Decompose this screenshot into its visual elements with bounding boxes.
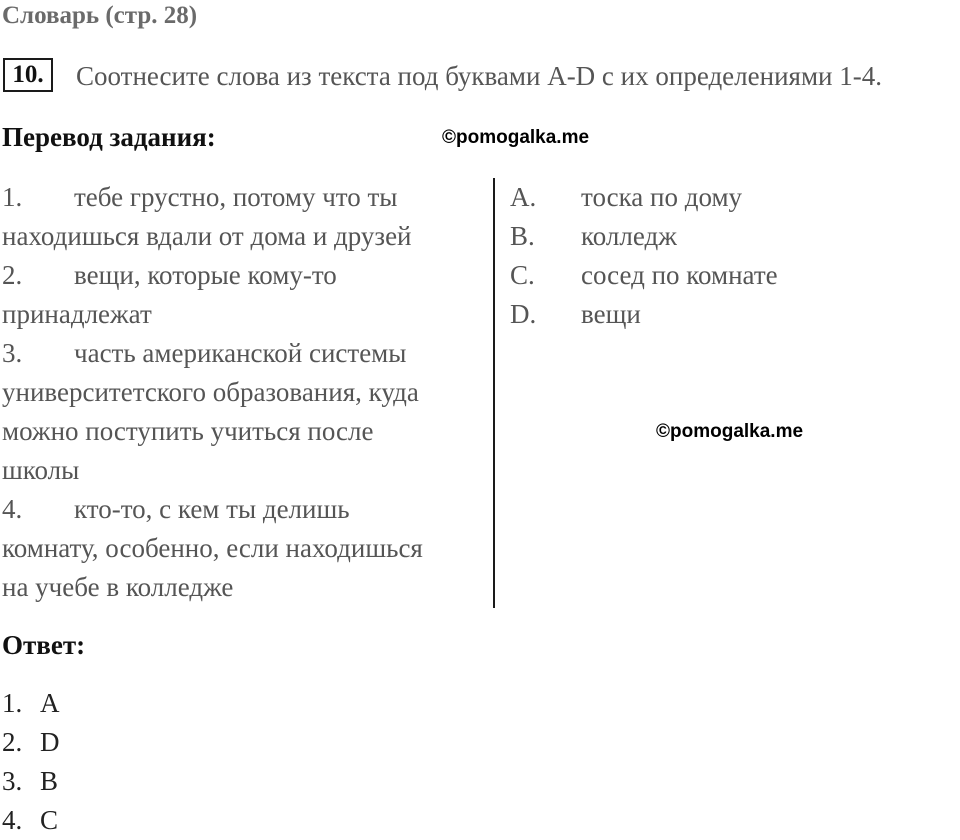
- watermark: ©pomogalka.me: [442, 127, 590, 148]
- term-letter: B.: [510, 221, 535, 251]
- answer-number: 2.: [2, 727, 23, 757]
- term-text: тоска по дому: [581, 182, 743, 212]
- answer-value: B: [40, 766, 59, 796]
- answer-value: D: [40, 727, 60, 757]
- definition-text: школы: [2, 455, 80, 485]
- answer-item: [2, 762, 60, 801]
- answer-number: 4.: [2, 805, 23, 835]
- answer-item: [2, 801, 60, 840]
- definition-text: тебе грустно, потому что ты: [74, 182, 398, 212]
- definition-text: вещи, которые кому-то: [74, 260, 337, 290]
- term-text: вещи: [581, 299, 641, 329]
- definition-number: 2.: [2, 260, 23, 290]
- answer-item: [2, 684, 60, 723]
- definition-text: часть американской системы: [74, 338, 407, 368]
- term-letter: D.: [510, 299, 537, 329]
- answer-number: 1.: [2, 688, 23, 718]
- watermark: ©pomogalka.me: [656, 421, 804, 442]
- answer-item: [2, 723, 60, 762]
- definition-text: можно поступить учиться после: [2, 416, 374, 446]
- term-letter: A.: [510, 182, 537, 212]
- definition-number: 3.: [2, 338, 23, 368]
- term-item: [510, 256, 778, 295]
- term-item: [510, 178, 778, 217]
- definition-item: [2, 178, 482, 256]
- definition-text: комнату, особенно, если находишься: [2, 533, 423, 563]
- definition-item: [2, 256, 482, 334]
- answer-value: A: [40, 688, 60, 718]
- terms-column: [510, 178, 778, 334]
- term-item: [510, 217, 778, 256]
- task-number-box: 10.: [3, 58, 53, 92]
- definition-text: университетского образования, куда: [2, 377, 419, 407]
- definition-item: [2, 334, 482, 490]
- column-divider: [493, 178, 495, 608]
- answer-value: C: [40, 805, 59, 835]
- definition-number: 1.: [2, 182, 23, 212]
- definition-number: 4.: [2, 494, 23, 524]
- answer-number: 3.: [2, 766, 23, 796]
- answer-list: [2, 684, 60, 840]
- definition-item: [2, 490, 482, 607]
- task-instruction: Соотнесите слова из текста под буквами A-D с их определениями 1-4.: [76, 61, 882, 91]
- definitions-column: [2, 178, 482, 607]
- definition-text: находишься вдали от дома и друзей: [2, 221, 412, 251]
- answer-heading: Ответ:: [2, 630, 86, 660]
- translation-heading: Перевод задания:: [2, 122, 216, 152]
- section-title: Словарь (стр. 28): [2, 2, 198, 29]
- definition-text: кто-то, с кем ты делишь: [74, 494, 350, 524]
- term-item: [510, 295, 778, 334]
- definition-text: принадлежат: [2, 299, 152, 329]
- term-text: колледж: [581, 221, 677, 251]
- definition-text: на учебе в колледже: [2, 572, 234, 602]
- term-letter: C.: [510, 260, 535, 290]
- term-text: сосед по комнате: [581, 260, 778, 290]
